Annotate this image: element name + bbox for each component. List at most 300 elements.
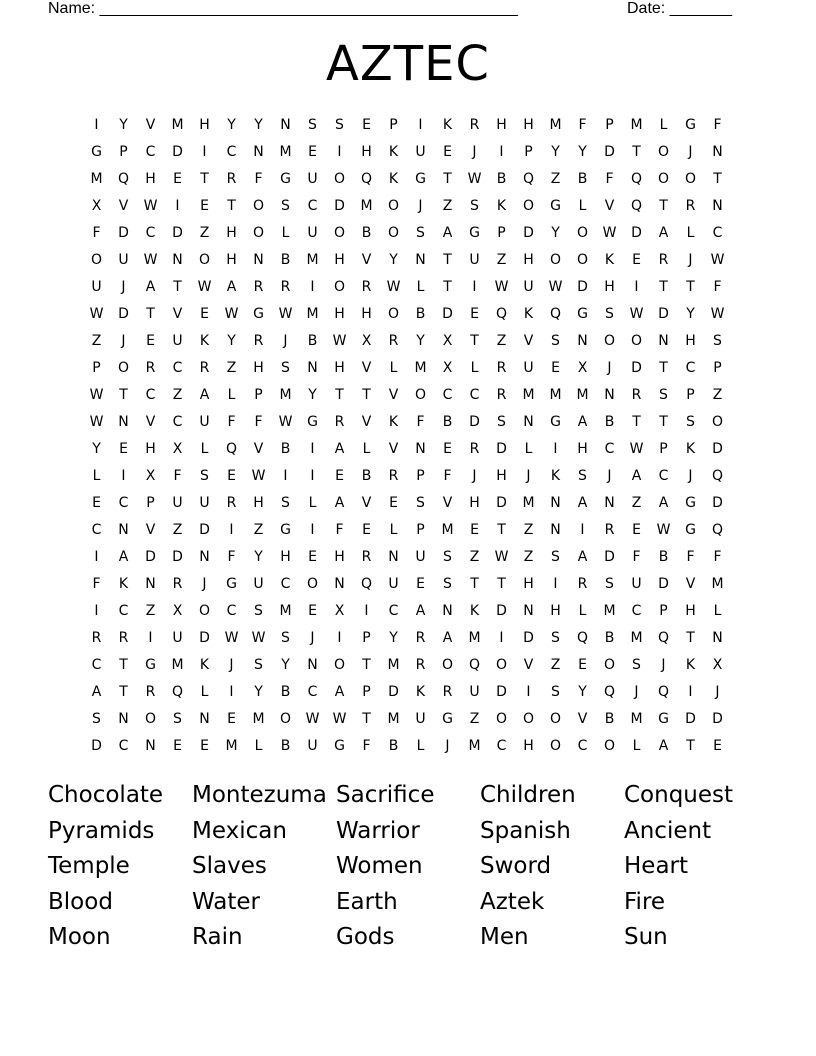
grid-row — [83, 328, 731, 355]
grid-letter: T — [443, 171, 452, 187]
grid-letter: H — [496, 117, 507, 133]
grid-letter: V — [523, 657, 534, 673]
grid-letter: V — [361, 495, 372, 511]
grid-letter: D — [712, 711, 723, 727]
grid-letter: F — [92, 225, 101, 241]
grid-letter: T — [119, 657, 128, 673]
grid-letter: H — [145, 171, 156, 187]
grid-letter: Y — [254, 549, 263, 565]
grid-letter: R — [577, 576, 588, 592]
grid-letter: A — [334, 495, 345, 511]
grid-letter: T — [443, 252, 452, 268]
grid-letter: B — [307, 333, 318, 349]
grid-letter: Z — [172, 387, 183, 403]
grid-letter: H — [226, 252, 237, 268]
grid-letter: C — [604, 441, 615, 457]
grid-letter: H — [253, 360, 264, 376]
grid-letter: S — [659, 387, 668, 403]
grid-letter: S — [254, 657, 263, 673]
grid-letter: H — [334, 549, 345, 565]
grid-letter: Y — [551, 144, 560, 160]
grid-letter: I — [202, 144, 207, 160]
grid-letter: N — [550, 495, 561, 511]
grid-letter: O — [603, 657, 616, 673]
grid-letter: V — [253, 441, 264, 457]
grid-letter: R — [631, 387, 642, 403]
grid-letter: U — [91, 279, 102, 295]
grid-letter: T — [362, 711, 371, 727]
grid-letter: E — [389, 495, 398, 511]
grid-letter: F — [713, 549, 722, 565]
grid-letter: Q — [711, 522, 724, 538]
grid-letter: L — [308, 495, 317, 511]
grid-letter: B — [496, 171, 507, 187]
grid-letter: L — [470, 360, 479, 376]
grid-letter: G — [91, 144, 102, 160]
grid-letter: C — [307, 198, 318, 214]
grid-letter: F — [227, 549, 236, 565]
grid-letter: B — [442, 414, 453, 430]
grid-letter: R — [253, 333, 264, 349]
grid-letter: A — [199, 387, 210, 403]
grid-letter: Q — [711, 468, 724, 484]
grid-letter: X — [442, 333, 453, 349]
grid-letter: G — [577, 306, 588, 322]
grid-letter: O — [576, 252, 589, 268]
grid-letter: I — [634, 279, 639, 295]
grid-letter: G — [415, 171, 426, 187]
grid-letter: I — [337, 144, 342, 160]
grid-letter: S — [551, 333, 560, 349]
grid-letter: Y — [389, 630, 398, 646]
grid-letter: E — [173, 171, 182, 187]
grid-letter: W — [251, 468, 266, 484]
grid-letter: M — [279, 144, 292, 160]
grid-letter: Q — [495, 306, 508, 322]
grid-letter: S — [443, 549, 452, 565]
grid-letter: N — [712, 144, 723, 160]
grid-letter: B — [577, 171, 588, 187]
grid-letter: L — [686, 225, 695, 241]
grid-letter: B — [280, 684, 291, 700]
grid-letter: Y — [389, 252, 398, 268]
grid-letter: J — [715, 684, 720, 700]
grid-letter: T — [497, 522, 506, 538]
grid-letter: W — [332, 333, 347, 349]
grid-letter: J — [634, 684, 639, 700]
grid-letter: H — [577, 441, 588, 457]
grid-letter: J — [202, 576, 207, 592]
grid-letter: S — [416, 495, 425, 511]
grid-letter: W — [710, 306, 725, 322]
grid-letter: T — [173, 279, 182, 295]
grid-letter: M — [549, 387, 562, 403]
grid-letter: X — [361, 333, 372, 349]
grid-letter: D — [388, 684, 399, 700]
grid-letter: I — [94, 117, 99, 133]
grid-letter: H — [361, 306, 372, 322]
grid-letter: R — [469, 117, 480, 133]
grid-letter: V — [577, 711, 588, 727]
grid-letter: V — [361, 360, 372, 376]
grid-letter: P — [659, 441, 668, 457]
grid-letter: R — [658, 252, 669, 268]
grid-row — [83, 220, 731, 247]
word-list-item: Moon — [48, 924, 111, 950]
grid-letter: D — [199, 630, 210, 646]
grid-letter: O — [333, 657, 346, 673]
grid-letter: F — [254, 414, 263, 430]
grid-letter: I — [580, 522, 585, 538]
grid-letter: B — [604, 711, 615, 727]
grid-letter: R — [361, 549, 372, 565]
grid-letter: Z — [226, 360, 237, 376]
grid-letter: N — [523, 414, 534, 430]
grid-letter: J — [526, 468, 531, 484]
puzzle-title: AZTEC — [326, 36, 490, 92]
grid-letter: J — [661, 657, 666, 673]
grid-letter: F — [686, 549, 695, 565]
grid-letter: P — [119, 144, 128, 160]
grid-letter: R — [361, 279, 372, 295]
grid-letter: O — [603, 738, 616, 754]
grid-letter: D — [118, 306, 129, 322]
grid-letter: K — [388, 144, 399, 160]
grid-letter: T — [119, 684, 128, 700]
grid-letter: K — [415, 684, 426, 700]
word-list-item: Gods — [336, 924, 395, 950]
grid-letter: I — [472, 279, 477, 295]
grid-letter: C — [631, 603, 642, 619]
grid-letter: M — [468, 738, 481, 754]
grid-letter: D — [91, 738, 102, 754]
grid-letter: E — [119, 441, 128, 457]
grid-letter: N — [523, 603, 534, 619]
word-list-item: Rain — [192, 924, 243, 950]
grid-letter: Q — [360, 576, 373, 592]
grid-letter: G — [685, 117, 696, 133]
grid-letter: M — [225, 738, 238, 754]
grid-letter: R — [226, 171, 237, 187]
grid-letter: A — [415, 603, 426, 619]
grid-letter: H — [496, 468, 507, 484]
grid-letter: G — [550, 198, 561, 214]
grid-letter: Z — [469, 711, 480, 727]
grid-letter: E — [308, 549, 317, 565]
grid-letter: W — [332, 711, 347, 727]
grid-letter: U — [307, 225, 318, 241]
grid-letter: E — [308, 603, 317, 619]
grid-letter: A — [118, 549, 129, 565]
grid-letter: U — [415, 144, 426, 160]
grid-letter: A — [577, 414, 588, 430]
grid-letter: I — [310, 522, 315, 538]
worksheet-header — [48, 0, 748, 20]
grid-letter: U — [172, 630, 183, 646]
grid-letter: A — [91, 684, 102, 700]
grid-letter: B — [604, 630, 615, 646]
grid-letter: E — [335, 468, 344, 484]
grid-letter: G — [685, 522, 696, 538]
grid-letter: N — [415, 441, 426, 457]
grid-letter: M — [630, 117, 643, 133]
grid-letter: F — [173, 468, 182, 484]
word-list-item: Montezuma — [192, 782, 327, 808]
grid-letter: O — [495, 657, 508, 673]
grid-letter: C — [118, 603, 129, 619]
grid-letter: A — [658, 495, 669, 511]
grid-letter: L — [578, 198, 587, 214]
grid-letter: F — [713, 279, 722, 295]
grid-letter: N — [307, 360, 318, 376]
grid-letter: O — [90, 252, 103, 268]
word-list — [48, 778, 768, 956]
word-list-item: Pyramids — [48, 817, 155, 844]
grid-letter: X — [172, 603, 183, 619]
grid-letter: U — [307, 171, 318, 187]
grid-letter: K — [685, 441, 696, 457]
grid-letter: U — [253, 576, 264, 592]
grid-letter: Q — [576, 630, 589, 646]
grid-letter: L — [281, 225, 290, 241]
grid-letter: Z — [631, 495, 642, 511]
grid-letter: X — [577, 360, 588, 376]
grid-letter: S — [713, 333, 722, 349]
grid-letter: O — [387, 306, 400, 322]
grid-letter: S — [173, 711, 182, 727]
grid-letter: Q — [360, 171, 373, 187]
grid-letter: N — [604, 495, 615, 511]
grid-letter: W — [629, 441, 644, 457]
grid-letter: C — [91, 657, 102, 673]
grid-letter: H — [685, 333, 696, 349]
grid-letter: V — [388, 387, 399, 403]
grid-letter: P — [497, 225, 506, 241]
grid-letter: B — [388, 738, 399, 754]
grid-letter: Q — [468, 657, 481, 673]
grid-letter: Y — [227, 333, 236, 349]
grid-letter: L — [227, 387, 236, 403]
grid-letter: R — [145, 684, 156, 700]
grid-letter: B — [361, 468, 372, 484]
grid-row — [83, 139, 731, 166]
grid-letter: R — [604, 522, 615, 538]
grid-letter: N — [253, 252, 264, 268]
grid-letter: R — [388, 333, 399, 349]
grid-row — [83, 355, 731, 382]
grid-letter: D — [172, 225, 183, 241]
grid-letter: N — [442, 603, 453, 619]
grid-letter: N — [604, 387, 615, 403]
grid-letter: U — [469, 252, 480, 268]
grid-letter: P — [524, 144, 533, 160]
grid-letter: Q — [522, 171, 535, 187]
grid-letter: O — [387, 225, 400, 241]
grid-letter: J — [121, 333, 126, 349]
grid-letter: M — [360, 198, 373, 214]
grid-letter: S — [578, 468, 587, 484]
grid-letter: O — [306, 576, 319, 592]
grid-letter: M — [279, 603, 292, 619]
grid-letter: E — [92, 495, 101, 511]
grid-letter: W — [629, 306, 644, 322]
grid-letter: U — [415, 549, 426, 565]
grid-letter: A — [442, 630, 453, 646]
grid-letter: S — [551, 684, 560, 700]
grid-letter: C — [496, 738, 507, 754]
grid-letter: D — [118, 225, 129, 241]
grid-letter: T — [686, 630, 695, 646]
grid-letter: Y — [308, 387, 317, 403]
grid-letter: O — [549, 252, 562, 268]
grid-letter: E — [362, 117, 371, 133]
grid-letter: F — [632, 549, 641, 565]
grid-letter: K — [523, 306, 534, 322]
grid-letter: H — [523, 738, 534, 754]
grid-letter: V — [172, 306, 183, 322]
grid-row — [83, 679, 731, 706]
grid-letter: R — [685, 198, 696, 214]
grid-letter: E — [200, 198, 209, 214]
grid-letter: B — [280, 252, 291, 268]
grid-letter: J — [445, 738, 450, 754]
grid-letter: H — [685, 603, 696, 619]
grid-letter: M — [441, 522, 454, 538]
grid-letter: X — [334, 603, 345, 619]
grid-letter: I — [175, 198, 180, 214]
grid-letter: D — [658, 576, 669, 592]
grid-letter: F — [254, 171, 263, 187]
grid-letter: O — [657, 144, 670, 160]
grid-letter: G — [226, 576, 237, 592]
grid-letter: S — [92, 711, 101, 727]
word-list-item: Men — [480, 924, 529, 950]
grid-letter: W — [494, 549, 509, 565]
grid-letter: J — [607, 468, 612, 484]
grid-letter: C — [145, 144, 156, 160]
grid-letter: D — [631, 225, 642, 241]
grid-letter: D — [685, 711, 696, 727]
grid-letter: S — [470, 198, 479, 214]
grid-letter: O — [252, 225, 265, 241]
grid-letter: I — [526, 684, 531, 700]
grid-letter: C — [577, 738, 588, 754]
word-list-item: Sacrifice — [336, 782, 435, 808]
grid-letter: T — [497, 576, 506, 592]
grid-letter: A — [631, 468, 642, 484]
grid-letter: K — [388, 414, 399, 430]
grid-letter: E — [632, 522, 641, 538]
grid-letter: F — [605, 171, 614, 187]
grid-row — [83, 571, 731, 598]
grid-letter: P — [362, 684, 371, 700]
grid-letter: S — [632, 657, 641, 673]
grid-letter: X — [442, 360, 453, 376]
grid-letter: D — [496, 495, 507, 511]
grid-letter: C — [307, 684, 318, 700]
grid-letter: L — [713, 603, 722, 619]
grid-letter: Z — [550, 657, 561, 673]
grid-letter: X — [712, 657, 723, 673]
grid-letter: H — [226, 225, 237, 241]
grid-letter: H — [280, 549, 291, 565]
grid-letter: I — [94, 603, 99, 619]
grid-letter: B — [280, 441, 291, 457]
grid-letter: D — [496, 603, 507, 619]
grid-letter: J — [607, 360, 612, 376]
grid-letter: Z — [199, 225, 210, 241]
grid-letter: C — [712, 225, 723, 241]
grid-row — [83, 625, 731, 652]
grid-letter: D — [523, 225, 534, 241]
grid-letter: L — [92, 468, 101, 484]
grid-letter: Z — [253, 522, 264, 538]
grid-letter: H — [550, 603, 561, 619]
grid-letter: C — [172, 360, 183, 376]
grid-letter: O — [576, 225, 589, 241]
grid-letter: F — [227, 414, 236, 430]
grid-letter: C — [388, 603, 399, 619]
grid-letter: D — [496, 441, 507, 457]
grid-row — [83, 409, 731, 436]
grid-letter: W — [548, 279, 563, 295]
grid-letter: R — [496, 387, 507, 403]
grid-letter: G — [280, 171, 291, 187]
grid-letter: O — [549, 711, 562, 727]
grid-letter: V — [361, 252, 372, 268]
grid-letter: O — [333, 279, 346, 295]
date-field: Date: _______ — [627, 0, 732, 17]
word-list-item: Ancient — [624, 817, 712, 844]
grid-letter: G — [658, 711, 669, 727]
grid-letter: T — [335, 387, 344, 403]
grid-letter: V — [118, 198, 129, 214]
grid-letter: N — [280, 117, 291, 133]
grid-row — [83, 436, 731, 463]
grid-letter: N — [199, 711, 210, 727]
grid-letter: Y — [281, 657, 290, 673]
grid-row — [83, 733, 731, 760]
grid-letter: F — [92, 576, 101, 592]
grid-letter: L — [389, 360, 398, 376]
grid-letter: Y — [551, 225, 560, 241]
grid-letter: S — [281, 630, 290, 646]
grid-letter: L — [200, 684, 209, 700]
word-list-item: Fire — [624, 888, 666, 915]
grid-letter: S — [281, 360, 290, 376]
grid-letter: Z — [523, 549, 534, 565]
grid-letter: A — [658, 738, 669, 754]
grid-letter: A — [442, 225, 453, 241]
grid-letter: Z — [145, 603, 156, 619]
grid-letter: V — [685, 576, 696, 592]
grid-row — [83, 247, 731, 274]
grid-letter: E — [362, 522, 371, 538]
grid-letter: I — [310, 279, 315, 295]
grid-letter: J — [688, 252, 693, 268]
word-list-item: Sun — [624, 924, 668, 950]
grid-letter: T — [470, 576, 479, 592]
grid-letter: P — [146, 495, 155, 511]
grid-letter: Z — [91, 333, 102, 349]
grid-letter: J — [310, 630, 315, 646]
grid-row — [83, 193, 731, 220]
grid-letter: P — [254, 387, 263, 403]
grid-letter: T — [686, 279, 695, 295]
grid-letter: R — [118, 630, 129, 646]
grid-letter: A — [334, 441, 345, 457]
grid-letter: S — [308, 117, 317, 133]
